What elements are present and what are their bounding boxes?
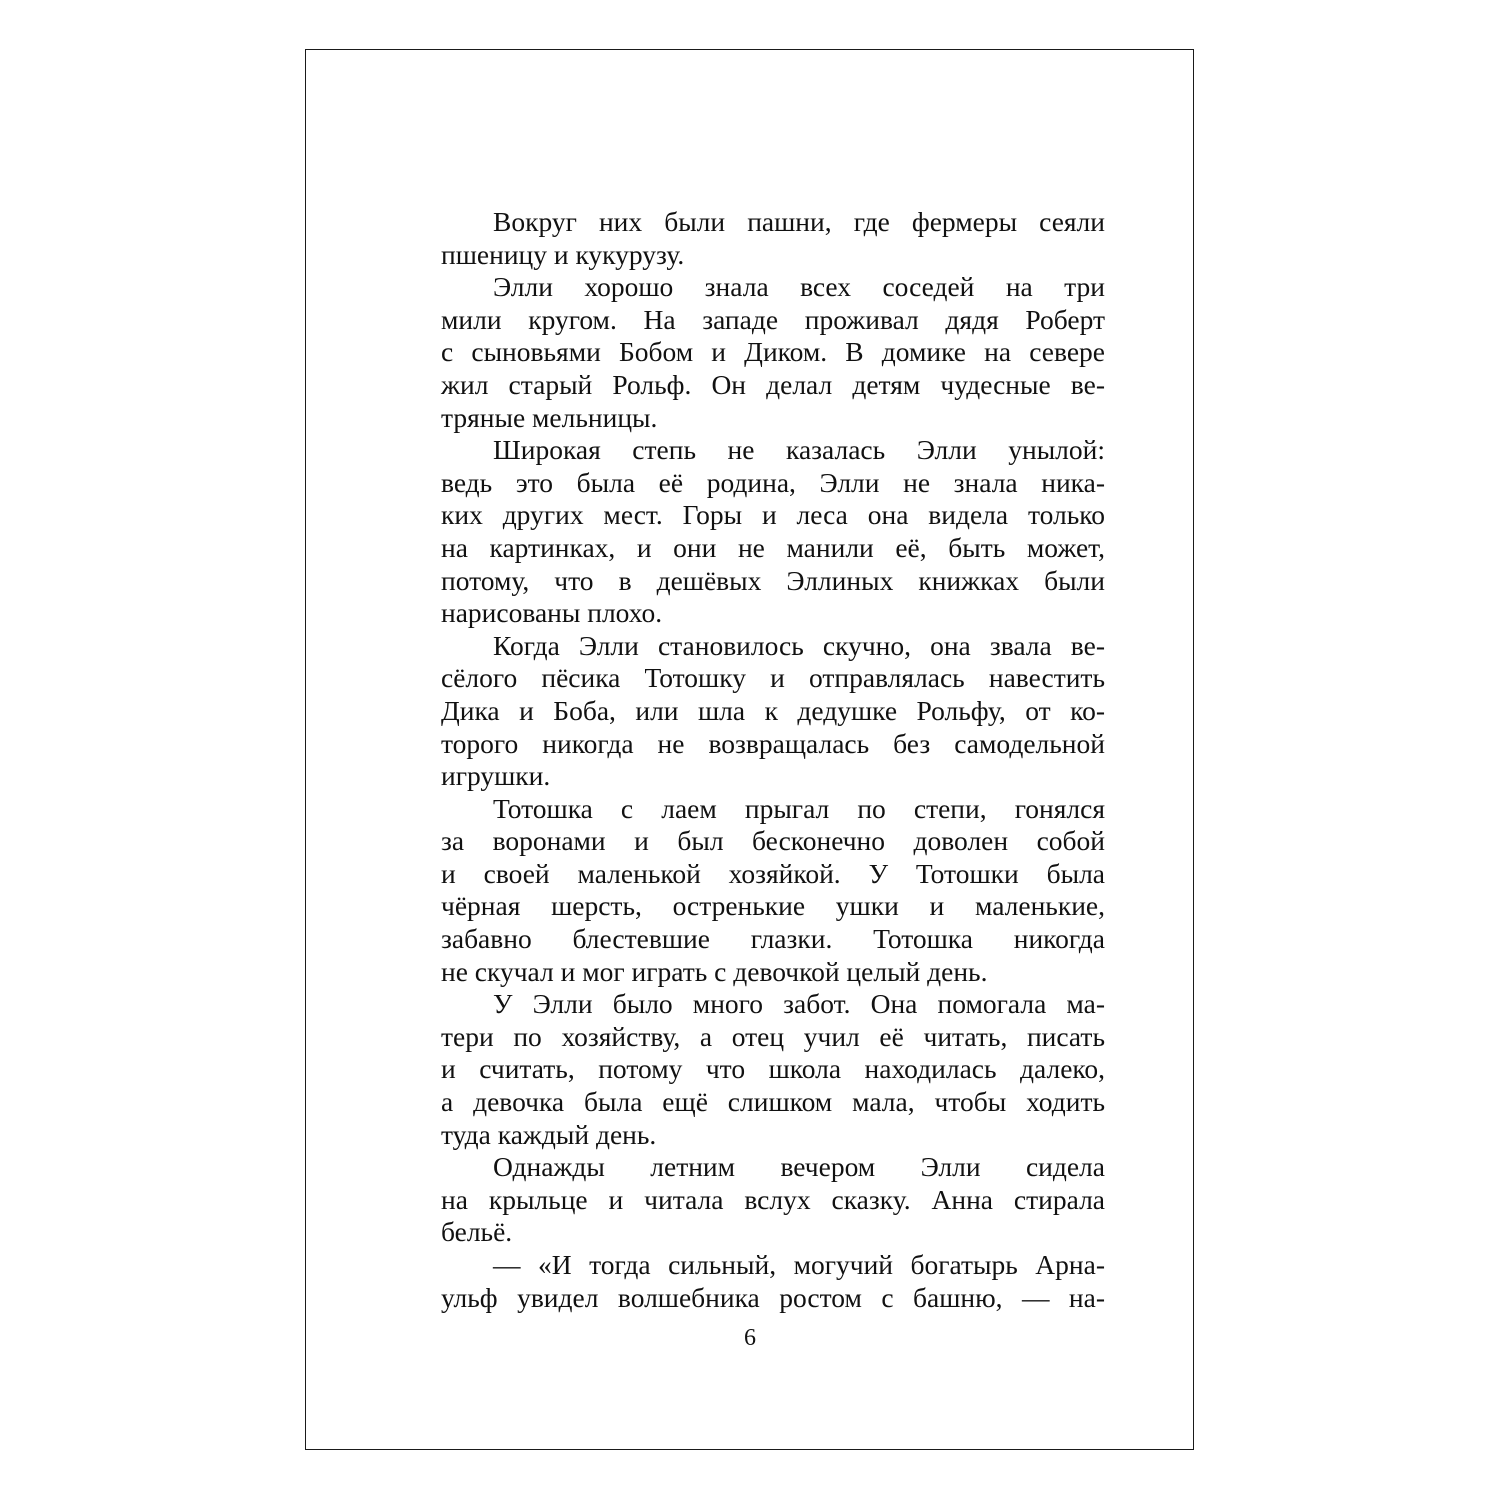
paragraph: [441, 434, 1105, 630]
paragraph: [441, 793, 1105, 989]
text-line: бельё.: [441, 1216, 513, 1248]
text-line: Тотошка с лаем прыгал по степи, гонялся: [493, 792, 1105, 824]
text-line: Когда Элли становилось скучно, она звала ве-: [493, 629, 1105, 661]
text-line: жил старый Рольф. Он делал детям чудесные ве-: [441, 368, 1105, 400]
text-line: ких других мест. Горы и леса она видела только: [441, 499, 1105, 531]
text-line: и считать, потому что школа находилась далеко,: [441, 1053, 1105, 1085]
text-line: Широкая степь не казалась Элли унылой:: [493, 434, 1105, 466]
page-number: 6: [744, 1325, 756, 1351]
text-line: потому, что в дешёвых Эллиных книжках были: [441, 564, 1105, 596]
paragraph: [441, 206, 1105, 271]
text-line: тряные мельницы.: [441, 401, 658, 433]
text-line: торого никогда не возвращалась без самодельной: [441, 727, 1105, 759]
paragraph: [441, 1249, 1105, 1314]
text-line: и своей маленькой хозяйкой. У Тотошки была: [441, 857, 1105, 889]
text-line: — «И тогда сильный, могучий богатырь Арна-: [493, 1249, 1105, 1280]
text-line: туда каждый день.: [441, 1118, 657, 1150]
text-line: на крыльце и читала вслух сказку. Анна стирала: [441, 1183, 1105, 1215]
text-line: Элли хорошо знала всех соседей на три: [493, 271, 1105, 303]
text-line: игрушки.: [441, 760, 551, 792]
text-line: мили кругом. На западе проживал дядя Роберт: [441, 303, 1105, 335]
paragraph: [441, 988, 1105, 1151]
text-line: Вокруг них были пашни, где фермеры сеяли: [493, 206, 1105, 237]
text-line: Однажды летним вечером Элли сидела: [493, 1151, 1105, 1183]
text-line: пшеницу и кукурузу.: [441, 238, 685, 270]
paragraph: [441, 630, 1105, 793]
paragraph: [441, 1151, 1105, 1249]
text-line: У Элли было много забот. Она помогала ма-: [493, 988, 1105, 1020]
text-line: тери по хозяйству, а отец учил её читать, писать: [441, 1020, 1105, 1052]
text-line: с сыновьями Бобом и Диком. В домике на севере: [441, 336, 1105, 368]
text-line: нарисованы плохо.: [441, 597, 663, 629]
text-line: сёлого пёсика Тотошку и отправлялась навестить: [441, 662, 1105, 694]
text-line: чёрная шерсть, остренькие ушки и маленькие,: [441, 890, 1105, 922]
text-line: забавно блестевшие глазки. Тотошка никогда: [441, 923, 1105, 955]
paragraph: [441, 271, 1105, 434]
text-line: Дика и Боба, или шла к дедушке Рольфу, от ко-: [441, 694, 1105, 726]
text-line: а девочка была ещё слишком мала, чтобы ходить: [441, 1086, 1105, 1118]
text-line: ульф увидел волшебника ростом с башню, — на-: [441, 1281, 1105, 1313]
body-text: [441, 206, 1105, 1314]
text-line: за воронами и был бесконечно доволен собой: [441, 825, 1105, 857]
text-line: ведь это была её родина, Элли не знала ника-: [441, 466, 1105, 498]
text-line: не скучал и мог играть с девочкой целый день.: [441, 955, 988, 987]
text-line: на картинках, и они не манили её, быть может,: [441, 531, 1105, 563]
